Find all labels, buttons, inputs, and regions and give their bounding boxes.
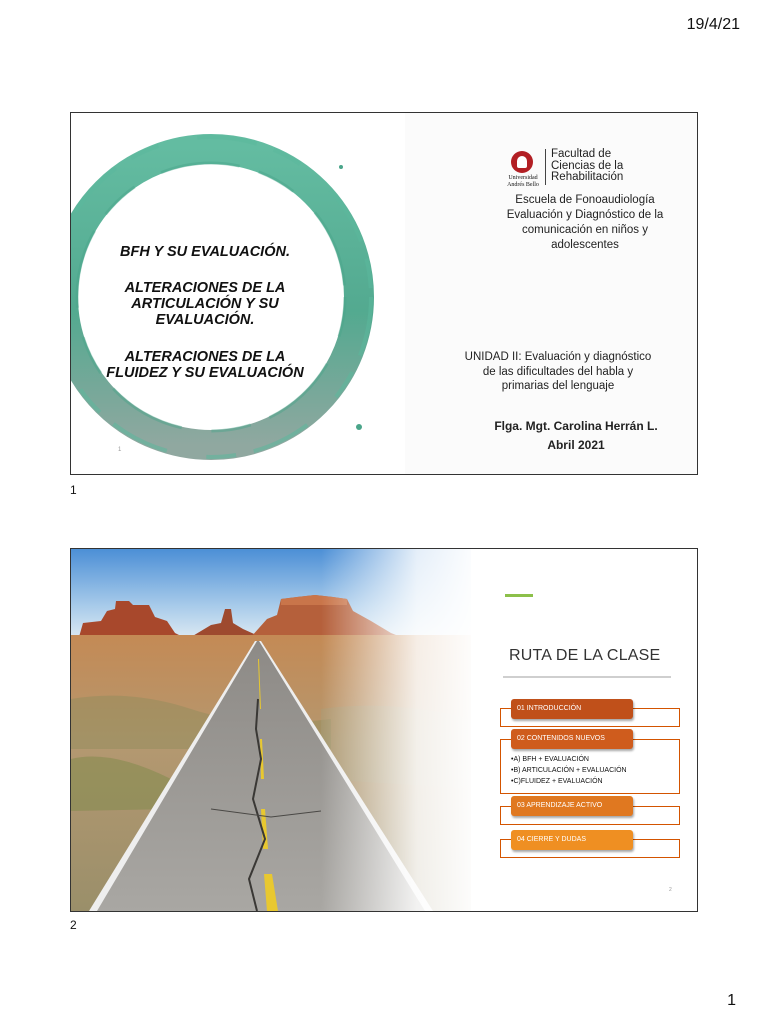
sheet-page-number: 1 (727, 992, 736, 1009)
title-accent-bar (505, 594, 533, 597)
title-line-2a: ALTERACIONES DE LA (124, 280, 286, 296)
course-line2: Evaluación y Diagnóstico de la (506, 209, 664, 221)
unit-line2: de las dificultades del habla y (482, 365, 634, 378)
university-logo (505, 147, 665, 191)
faculty-name (551, 149, 623, 184)
faculty-line1: Facultad de (551, 148, 612, 160)
university-emblem-icon (511, 151, 533, 173)
slide-2-label: 2 (70, 918, 77, 932)
faculty-line2: Ciencias de la (551, 159, 624, 172)
agenda-item-1: 01 INTRODUCCIÓN (511, 699, 633, 719)
subitem-3: •C)FLUIDEZ + EVALUACIÓN (511, 778, 603, 785)
university-name-line1: Universidad (508, 175, 538, 181)
print-date: 19/4/21 (686, 16, 740, 33)
unit-line1: UNIDAD II: Evaluación y diagnóstico (464, 351, 652, 363)
photo-fade-overlay (321, 549, 481, 911)
course-line4: adolescentes (551, 239, 619, 251)
title-line-2b: ARTICULACIÓN Y SU (131, 296, 279, 312)
slide-number: 2 (669, 887, 672, 893)
presentation-date: Abril 2021 (547, 438, 605, 452)
course-info (485, 193, 685, 253)
slide-number: 1 (118, 447, 122, 453)
university-name-line2: Andrés Bello (507, 182, 539, 188)
author-name: Flga. Mgt. Carolina Herrán L. (494, 419, 658, 433)
title-line-1: BFH Y SU EVALUACIÓN. (120, 244, 290, 260)
subitem-2: •B) ARTICULACIÓN + EVALUACIÓN (511, 767, 627, 774)
agenda-item-3: 03 APRENDIZAJE ACTIVO (511, 796, 633, 816)
agenda-item-2: 02 CONTENIDOS NUEVOS (511, 729, 633, 749)
university-name (501, 175, 545, 189)
subitem-1: •A) BFH + EVALUACIÓN (511, 756, 589, 763)
slide-1-title (70, 112, 698, 475)
logo-divider (545, 149, 546, 185)
title-line-3b: FLUIDEZ Y SU EVALUACIÓN (106, 365, 304, 381)
unit-info (445, 350, 671, 394)
title-line-3a: ALTERACIONES DE LA (124, 349, 286, 365)
agenda-item-4: 04 CIERRE Y DUDAS (511, 830, 633, 850)
author-block (481, 417, 671, 455)
course-line3: comunicación en niños y (522, 224, 648, 236)
slide-2-agenda (70, 548, 698, 912)
agenda-title: RUTA DE LA CLASE (509, 647, 661, 664)
title-divider (503, 676, 671, 678)
slide-1-label: 1 (70, 483, 77, 497)
title-line-2c: EVALUACIÓN. (155, 312, 255, 328)
faculty-line3: Rehabilitación (551, 171, 624, 183)
course-line1: Escuela de Fonoaudiología (515, 194, 655, 206)
unit-line3: primarias del lenguaje (501, 380, 615, 392)
